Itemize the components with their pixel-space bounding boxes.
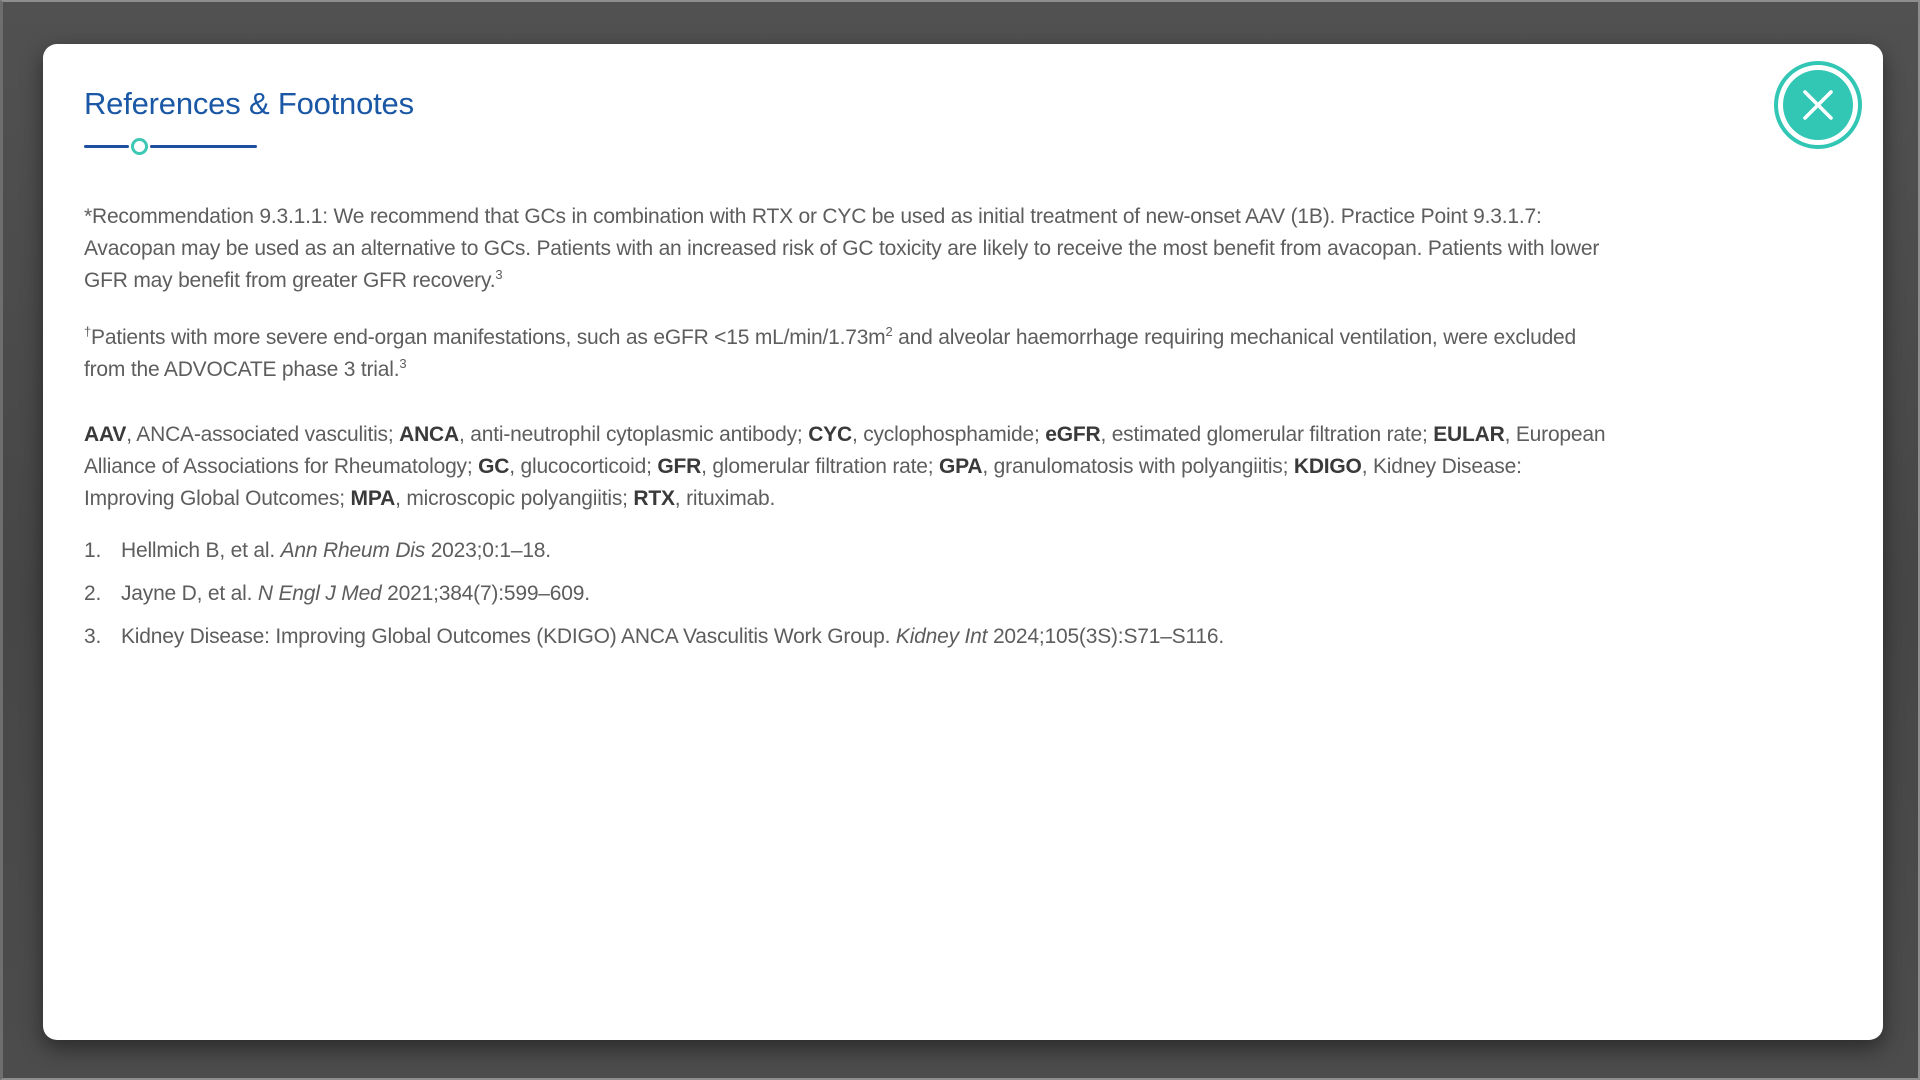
references-footnotes-modal [43, 44, 1883, 1040]
reference-number: 3. [84, 625, 102, 648]
close-icon [1783, 70, 1853, 140]
reference-text: Jayne D, et al. N Engl J Med 2021;384(7):599–609. [121, 582, 590, 605]
reference-item-2 [84, 578, 1606, 610]
modal-title: References & Footnotes [84, 86, 414, 121]
reference-list [84, 535, 1842, 653]
title-divider [84, 137, 1842, 155]
reference-number: 2. [84, 582, 102, 605]
abbreviations-list: AAV, ANCA-associated vasculitis; ANCA, anti-neutrophil cytoplasmic antibody; CYC, cyclophosphamide; eGFR, estimated glomerular filtration rate; EULAR, European Alliance of Associations for Rheumatology; GC, glucocorticoid; GFR, glomerular filtration rate; GPA, granulomatosis with polyangiitis; KDIGO, Kidney Disease: Improving Global Outcomes; MPA, microscopic polyangiitis; RTX, rituximab. [84, 423, 1606, 510]
reference-item-3 [84, 621, 1606, 653]
reference-number: 1. [84, 539, 102, 562]
reference-text: Hellmich B, et al. Ann Rheum Dis 2023;0:1–18. [121, 539, 551, 562]
divider-line-long [150, 145, 257, 148]
reference-text: Kidney Disease: Improving Global Outcomes (KDIGO) ANCA Vasculitis Work Group. Kidney Int 2024;105(3S):S71–S116. [121, 625, 1225, 648]
footnote-recommendation: *Recommendation 9.3.1.1: We recommend that GCs in combination with RTX or CYC be used as initial treatment of new-onset AAV (1B). Practice Point 9.3.1.7: Avacopan may be used as an alternative to GCs. Patients with an increased risk of GC toxicity are likely to receive the most benefit from avacopan. Patients with lower GFR may benefit from greater GFR recovery.$^3$ [84, 205, 1600, 292]
footnote-trial-exclusion: †Patients with more severe end-organ manifestations, such as eGFR <15 $mL/\min/1.73m^2$ and alveolar haemorrhage requiring mechanical ventilation, were excluded from the ADVOCATE phase 3 trial.$^3$ [84, 324, 1577, 381]
reference-item-1 [84, 535, 1606, 567]
close-button[interactable] [1774, 61, 1862, 149]
divider-line-short [84, 145, 129, 148]
divider-circle-icon [131, 138, 148, 155]
